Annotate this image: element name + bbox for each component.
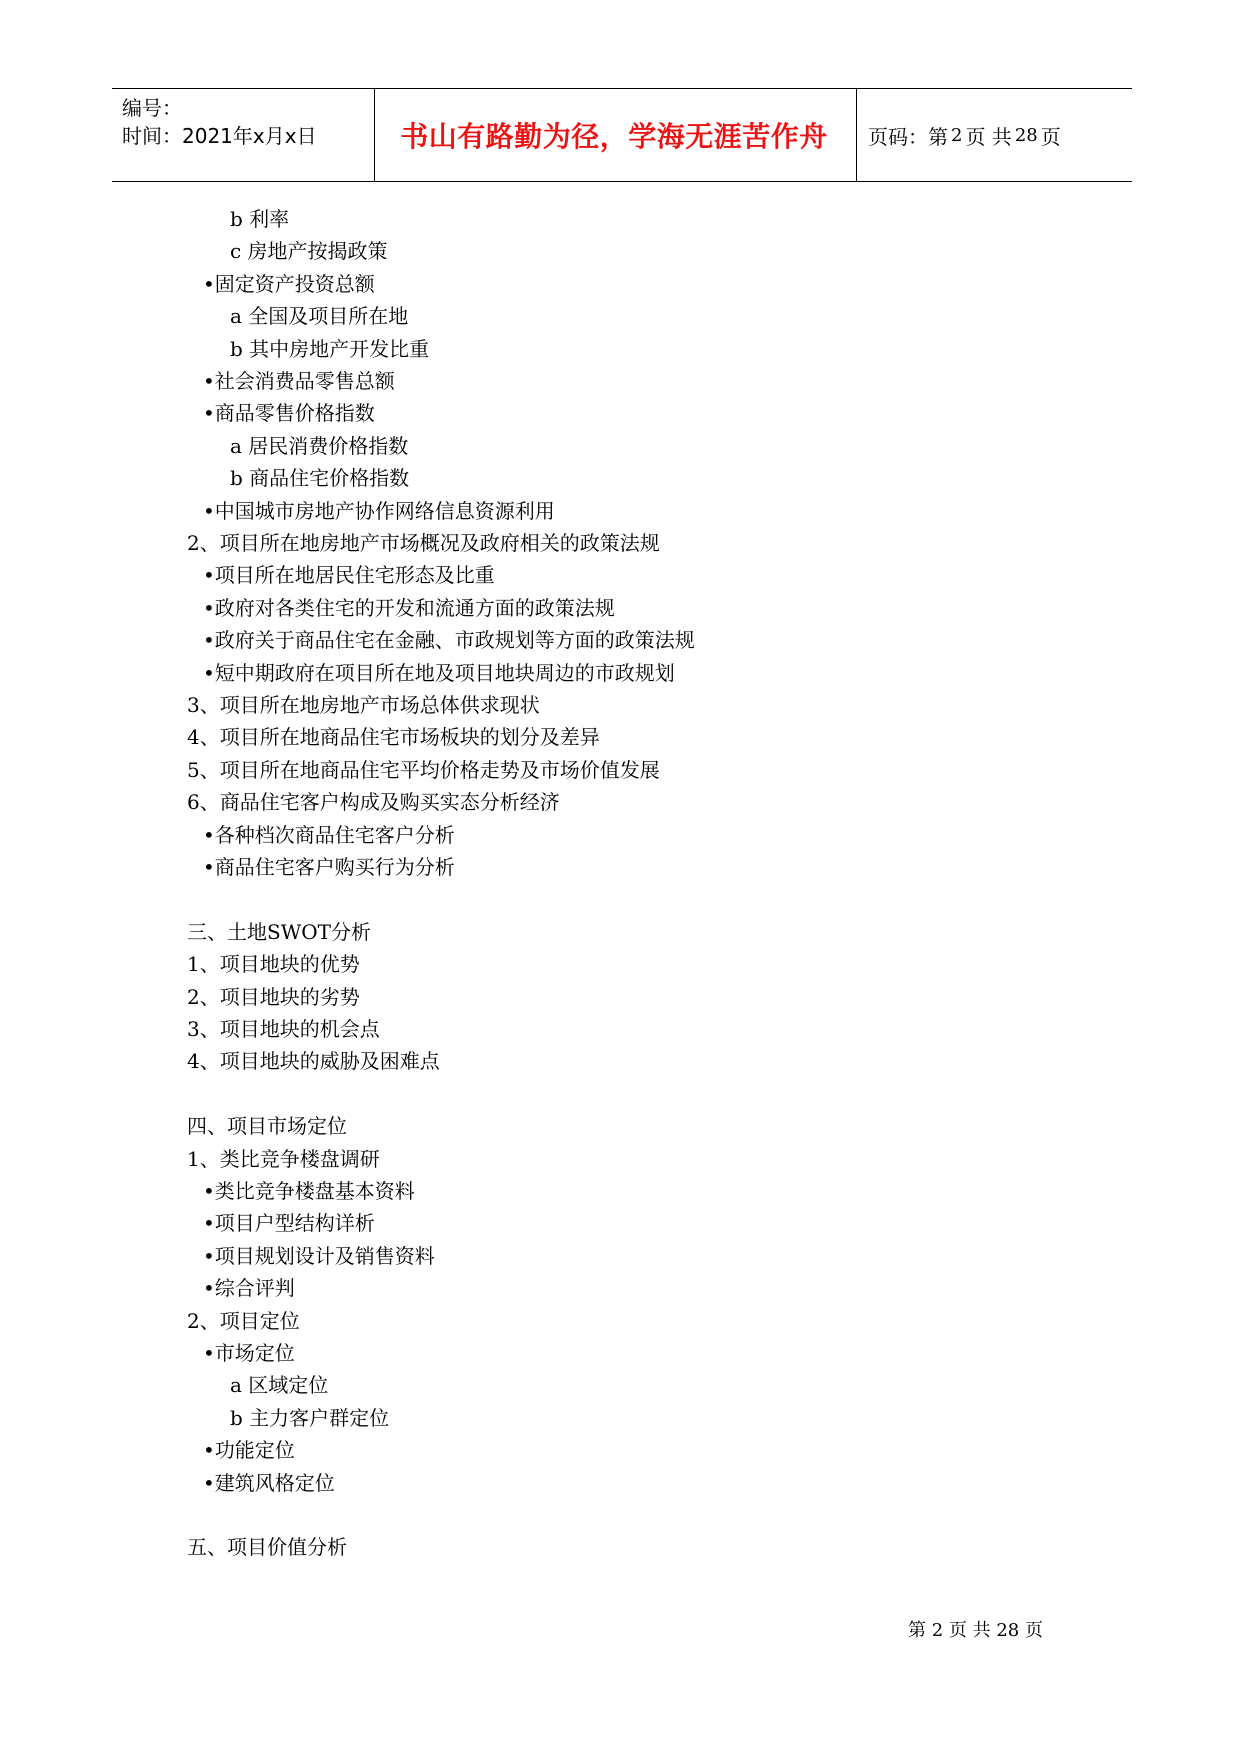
document-line: 3、项目所在地房地产市场总体供求现状 xyxy=(187,693,540,717)
document-line: 三、土地SWOT分析 xyxy=(187,919,371,944)
document-line: 4、项目地块的威胁及困难点 xyxy=(187,1049,440,1074)
document-line: •商品住宅客户购买行为分析 xyxy=(203,855,455,879)
document-line: a 区域定位 xyxy=(230,1373,329,1398)
document-line: 五、项目价值分析 xyxy=(187,1535,347,1560)
document-line: •项目所在地居民住宅形态及比重 xyxy=(203,563,495,588)
document-line: 6、商品住宅客户构成及购买实态分析经济 xyxy=(187,790,560,815)
page-mid: 页 共 xyxy=(965,124,1012,149)
document-line: b 商品住宅价格指数 xyxy=(230,466,410,491)
page-suffix: 页 xyxy=(1040,124,1061,149)
document-line: •项目户型结构详析 xyxy=(203,1211,375,1236)
document-line: •类比竞争楼盘基本资料 xyxy=(203,1179,415,1203)
document-line: 2、项目定位 xyxy=(187,1308,300,1333)
document-line: •短中期政府在项目所在地及项目地块周边的市政规划 xyxy=(203,660,675,685)
document-line: •功能定位 xyxy=(203,1438,295,1463)
document-line: •商品零售价格指数 xyxy=(203,401,375,426)
document-line: 2、项目地块的劣势 xyxy=(187,984,360,1009)
time-label: 时间：2021年x月x日 xyxy=(122,124,317,148)
page-header xyxy=(112,88,1132,182)
document-line: b 其中房地产开发比重 xyxy=(230,336,430,361)
document-line: •建筑风格定位 xyxy=(203,1470,335,1495)
document-line: •综合评判 xyxy=(203,1276,295,1301)
page-prefix: 页码：第 xyxy=(868,124,948,149)
document-line: •政府关于商品住宅在金融、市政规划等方面的政策法规 xyxy=(203,628,695,653)
header-divider-right xyxy=(856,89,857,181)
document-line: b 利率 xyxy=(230,207,290,231)
document-line: 四、项目市场定位 xyxy=(187,1114,347,1139)
document-line: a 居民消费价格指数 xyxy=(230,433,409,458)
page-current: 2 xyxy=(951,124,963,146)
document-line: •各种档次商品住宅客户分析 xyxy=(203,822,455,847)
serial-label: 编号： xyxy=(122,96,182,120)
page-total: 28 xyxy=(1014,124,1038,146)
document-line: c 房地产按揭政策 xyxy=(230,239,388,264)
document-line: 1、项目地块的优势 xyxy=(187,952,360,977)
header-motto: 书山有路勤为径，学海无涯苦作舟 xyxy=(400,120,828,153)
document-line: •中国城市房地产协作网络信息资源利用 xyxy=(203,498,555,523)
document-line: 1、类比竞争楼盘调研 xyxy=(187,1146,380,1171)
document-line: •社会消费品零售总额 xyxy=(203,369,395,393)
document-line: b 主力客户群定位 xyxy=(230,1405,390,1430)
document-line: 4、项目所在地商品住宅市场板块的划分及差异 xyxy=(187,725,600,750)
page-footer: 第 2 页 共 28 页 xyxy=(908,1620,1043,1641)
document-line: •市场定位 xyxy=(203,1341,295,1365)
header-meta xyxy=(122,94,317,150)
document-line: •政府对各类住宅的开发和流通方面的政策法规 xyxy=(203,595,615,620)
document-line: •固定资产投资总额 xyxy=(203,271,375,296)
document-line: 2、项目所在地房地产市场概况及政府相关的政策法规 xyxy=(187,531,660,555)
header-page-number xyxy=(868,89,1061,181)
document-line: a 全国及项目所在地 xyxy=(230,304,409,329)
document-line: 5、项目所在地商品住宅平均价格走势及市场价值发展 xyxy=(187,757,660,782)
document-line: 3、项目地块的机会点 xyxy=(187,1017,380,1041)
document-line: •项目规划设计及销售资料 xyxy=(203,1243,435,1268)
